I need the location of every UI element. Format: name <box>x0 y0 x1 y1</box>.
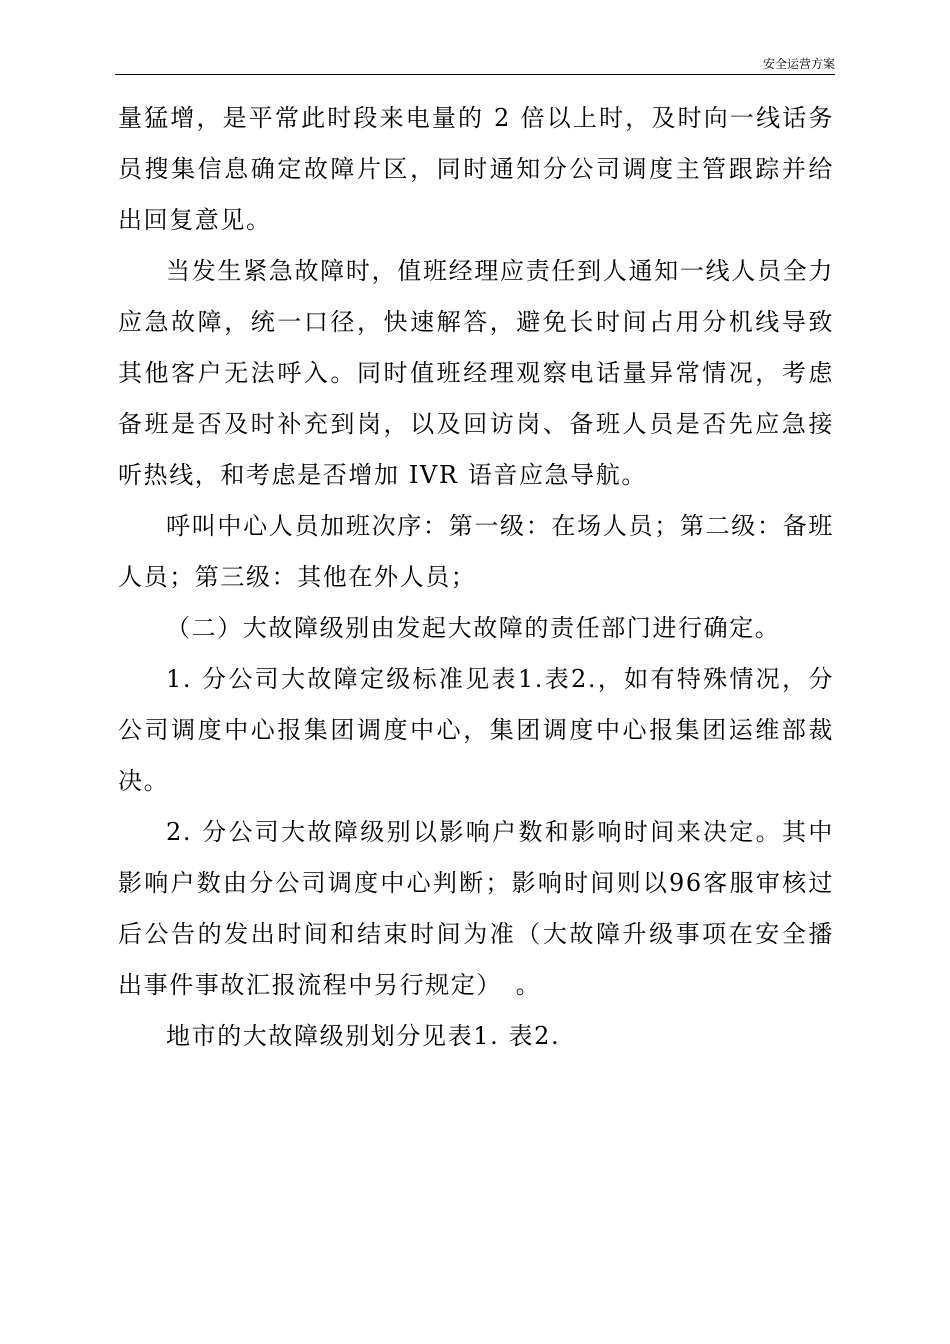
header-title: 安全运营方案 <box>762 57 835 71</box>
paragraph-item-1: 1. 分公司大故障定级标准见表1.表2.，如有特殊情况，分公司调度中心报集团调度中心，集团调度中心报集团运维部裁决。 <box>118 665 834 795</box>
paragraph-emergency-fault: 当发生紧急故障时，值班经理应责任到人通知一线人员全力应急故障，统一口径，快速解答，避免长时间占用分机线导致其他客户无法呼入。同时值班经理观察电话量异常情况，考虑备班是否及时补充到岗，以及回访岗、备班人员是否先应急接听热线，和考虑是否增加 IVR 语音应急导航。 <box>118 257 834 489</box>
page-header <box>115 56 835 75</box>
paragraph-item-2: 2. 分公司大故障级别以影响户数和影响时间来决定。其中影响户数由分公司调度中心判断；影响时间则以96客服审核过后公告的发出时间和结束时间为准（大故障升级事项在安全播出事件事故汇报流程中另行规定） 。 <box>118 818 834 999</box>
paragraph-city-levels: 地市的大故障级别划分见表1. 表2. <box>166 1022 561 1050</box>
document-body <box>118 93 834 1062</box>
paragraph-overtime-order: 呼叫中心人员加班次序：第一级：在场人员；第二级：备班人员；第三级：其他在外人员； <box>118 512 834 591</box>
paragraph-continuation: 量猛增，是平常此时段来电量的 2 倍以上时，及时向一线话务员搜集信息确定故障片区，同时通知分公司调度主管跟踪并给出回复意见。 <box>118 104 834 234</box>
paragraph-section-two: （二）大故障级别由发起大故障的责任部门进行确定。 <box>166 614 781 642</box>
